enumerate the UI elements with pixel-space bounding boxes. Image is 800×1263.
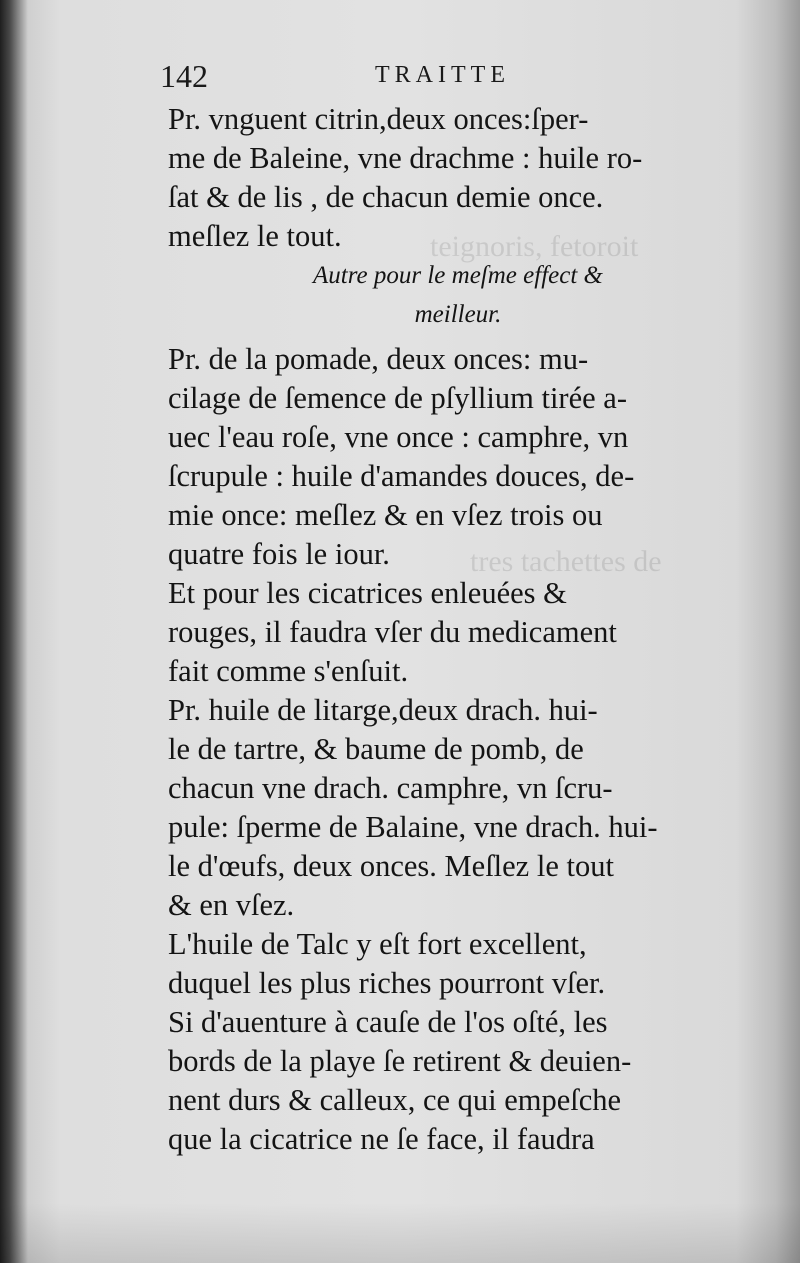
- text-line: mie once: meſlez & en vſez trois ou: [168, 498, 603, 532]
- text-line: quatre fois le iour.: [168, 537, 390, 571]
- page-header: [160, 58, 740, 98]
- text-line: chacun vne drach. camphre, vn ſcru-: [168, 771, 613, 805]
- text-line: que la cicatrice ne ſe face, il faudra: [168, 1122, 595, 1156]
- text-line: cilage de ſemence de pſyllium tirée a-: [168, 381, 627, 415]
- text-line: Et pour les cicatrices enleuées &: [168, 576, 567, 610]
- text-line: me de Baleine, vne drachme : huile ro-: [168, 141, 643, 175]
- text-line: le de tartre, & baume de pomb, de: [168, 732, 584, 766]
- text-line: Pr. de la pomade, deux onces: mu-: [168, 342, 589, 376]
- subheading-line: Autre pour le meſme effect &: [313, 262, 603, 289]
- text-line: Pr. vnguent citrin,deux onces:ſper-: [168, 102, 589, 136]
- text-line: & en vſez.: [168, 888, 295, 922]
- text-line: ſat & de lis , de chacun demie once.: [168, 180, 604, 214]
- show-through-text: teignoris, fetoroit: [430, 230, 639, 263]
- text-line: fait comme s'enſuit.: [168, 654, 409, 688]
- text-line: Pr. huile de litarge,deux drach. hui-: [168, 693, 598, 727]
- text-line: rouges, il faudra vſer du medicament: [168, 615, 617, 649]
- subheading-line: meilleur.: [414, 301, 502, 328]
- text-line: uec l'eau roſe, vne once : camphre, vn: [168, 420, 629, 454]
- text-line: duquel les plus riches pourront vſer.: [168, 966, 606, 1000]
- page-body: [168, 100, 748, 1159]
- text-line: bords de la playe ſe retirent & deuien-: [168, 1044, 632, 1078]
- text-line: L'huile de Talc y eſt fort excellent,: [168, 927, 587, 961]
- show-through-text: tres tachettes de: [470, 545, 662, 578]
- text-line: ſcrupule : huile d'amandes douces, de-: [168, 459, 635, 493]
- text-line: nent durs & calleux, ce qui empeſche: [168, 1083, 622, 1117]
- text-line: le d'œufs, deux onces. Meſlez le tout: [168, 849, 614, 883]
- page-number: 142: [160, 58, 208, 94]
- running-title: TRAITTE: [375, 62, 510, 88]
- text-line: meſlez le tout.: [168, 219, 342, 253]
- text-line: Si d'auenture à cauſe de l'os oſté, les: [168, 1005, 608, 1039]
- text-line: pule: ſperme de Balaine, vne drach. hui-: [168, 810, 658, 844]
